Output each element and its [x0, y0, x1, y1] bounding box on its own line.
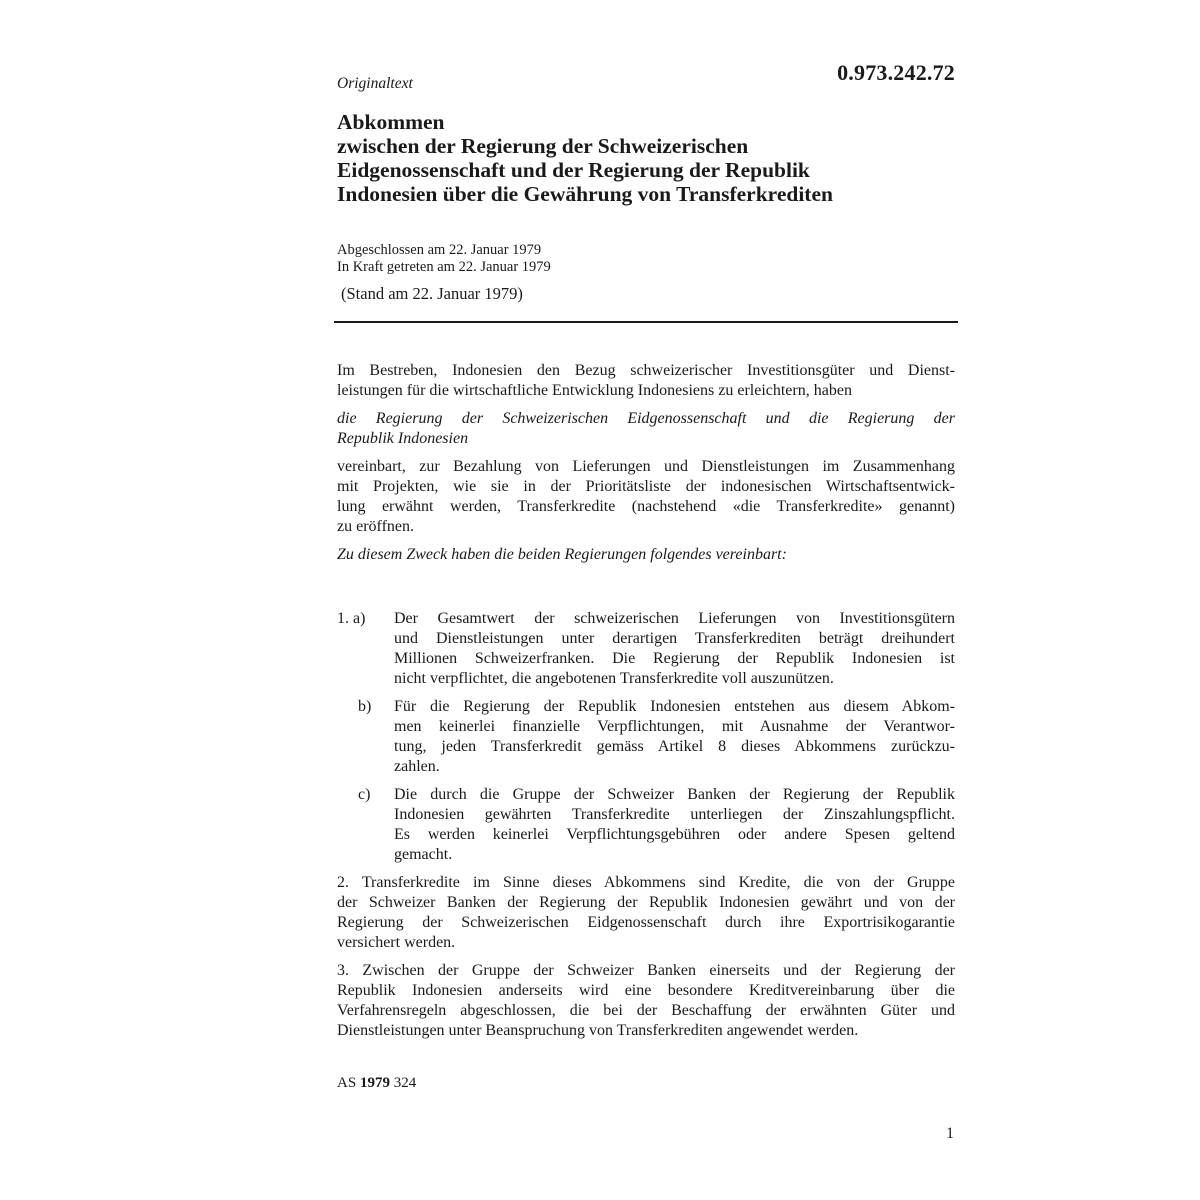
- sr-number: 0.973.242.72: [837, 60, 955, 85]
- item-label: b): [358, 698, 372, 715]
- text-line: die Regierung der Schweizerischen Eidgenossenschaft und die Regierung der: [337, 410, 955, 427]
- text-line: lung erwähnt werden, Transferkredite (nachstehend «die Transferkredite» genannt): [337, 498, 955, 515]
- text-line: zahlen.: [394, 758, 440, 775]
- articles: [337, 609, 955, 1049]
- article-2: [337, 873, 955, 953]
- item-text: [394, 697, 955, 777]
- text-line: Zu diesem Zweck haben die beiden Regierungen folgendes vereinbart:: [337, 546, 787, 563]
- text-line: Republik Indonesien: [337, 430, 469, 447]
- title-line: Abkommen: [337, 110, 445, 134]
- text-line: Dienstleistungen unter Beanspruchung von Transferkrediten angewendet werden.: [337, 1022, 859, 1039]
- text-line: Verfahrensregeln abgeschlossen, die bei der Beschaffung der erwähnten Güter und: [337, 1002, 955, 1019]
- preamble: [337, 361, 955, 573]
- document-title: [337, 110, 959, 206]
- text-line: men keinerlei finanzielle Verpflichtungen, mit Ausnahme der Verantwor-: [394, 718, 955, 735]
- text-line: Für die Regierung der Republik Indonesien entstehen aus diesem Abkom-: [394, 698, 955, 715]
- text-line: der Schweizer Banken der Regierung der Republik Indonesien gewährt und von der: [337, 894, 955, 911]
- text-line: vereinbart, zur Bezahlung von Lieferungen und Dienstleistungen im Zusammenhang: [337, 458, 955, 475]
- article-1b: [337, 697, 955, 777]
- original-text-label: Originaltext: [337, 75, 413, 92]
- text-line: 2. Transferkredite im Sinne dieses Abkommens sind Kredite, die von der Gruppe: [337, 874, 955, 891]
- official-collection-reference: [337, 1075, 416, 1092]
- text-line: versichert werden.: [337, 934, 456, 951]
- text-line: 3. Zwischen der Gruppe der Schweizer Banken einerseits und der Regierung der: [337, 962, 955, 979]
- concluded-date: Abgeschlossen am 22. Januar 1979: [337, 242, 542, 258]
- text-line: Regierung der Schweizerischen Eidgenossenschaft durch ihre Exportrisikogarantie: [337, 914, 955, 931]
- text-line: mit Projekten, wie sie in der Prioritätsliste der indonesischen Wirtschaftsentwick-: [337, 478, 955, 495]
- document-page: [337, 0, 959, 1200]
- text-line: tung, jeden Transferkredit gemäss Artikel 8 dieses Abkommens zurückzu-: [394, 738, 955, 755]
- page-number: 1: [946, 1125, 954, 1142]
- preamble-agreement-clause: [337, 545, 955, 565]
- preamble-paragraph-2: [337, 457, 955, 537]
- text-line: zu eröffnen.: [337, 518, 414, 535]
- text-line: gemacht.: [394, 846, 453, 863]
- item-label: c): [358, 786, 371, 803]
- preamble-parties: [337, 409, 955, 449]
- article-1c: [337, 785, 955, 865]
- article-3: [337, 961, 955, 1041]
- text-line: Es werden keinerlei Verpflichtungsgebühren oder andere Spesen geltend: [394, 826, 955, 843]
- text-line: Republik Indonesien anderseits wird eine besondere Kreditvereinbarung über die: [337, 982, 955, 999]
- text-line: Indonesien gewährten Transferkredite unterliegen der Zinszahlungspflicht.: [394, 806, 955, 823]
- header-divider: [334, 321, 958, 323]
- title-line: Indonesien über die Gewährung von Transferkrediten: [337, 182, 833, 206]
- as-year: 1979: [359, 1075, 390, 1091]
- item-text: [394, 609, 955, 689]
- as-page: 324: [389, 1075, 417, 1091]
- text-line: und Dienstleistungen unter derartigen Transferkrediten beträgt dreihundert: [394, 630, 955, 647]
- text-line: nicht verpflichtet, die angebotenen Transferkredite voll auszunützen.: [394, 670, 834, 687]
- item-text: [394, 785, 955, 865]
- status-date: (Stand am 22. Januar 1979): [341, 284, 523, 303]
- document-dates: [337, 242, 551, 276]
- title-line: Eidgenossenschaft und der Regierung der Republik: [337, 158, 810, 182]
- in-force-date: In Kraft getreten am 22. Januar 1979: [337, 259, 551, 275]
- text-line: Millionen Schweizerfranken. Die Regierung der Republik Indonesien ist: [394, 650, 955, 667]
- as-prefix: AS: [337, 1075, 360, 1091]
- preamble-paragraph-1: [337, 361, 955, 401]
- article-1a: [337, 609, 955, 689]
- item-label: 1. a): [337, 610, 366, 627]
- text-line: leistungen für die wirtschaftliche Entwicklung Indonesiens zu erleichtern, haben: [337, 382, 852, 399]
- text-line: Im Bestreben, Indonesien den Bezug schweizerischer Investitionsgüter und Dienst-: [337, 362, 955, 379]
- text-line: Die durch die Gruppe der Schweizer Banken der Regierung der Republik: [394, 786, 955, 803]
- title-line: zwischen der Regierung der Schweizerischen: [337, 134, 749, 158]
- text-line: Der Gesamtwert der schweizerischen Lieferungen von Investitionsgütern: [394, 610, 955, 627]
